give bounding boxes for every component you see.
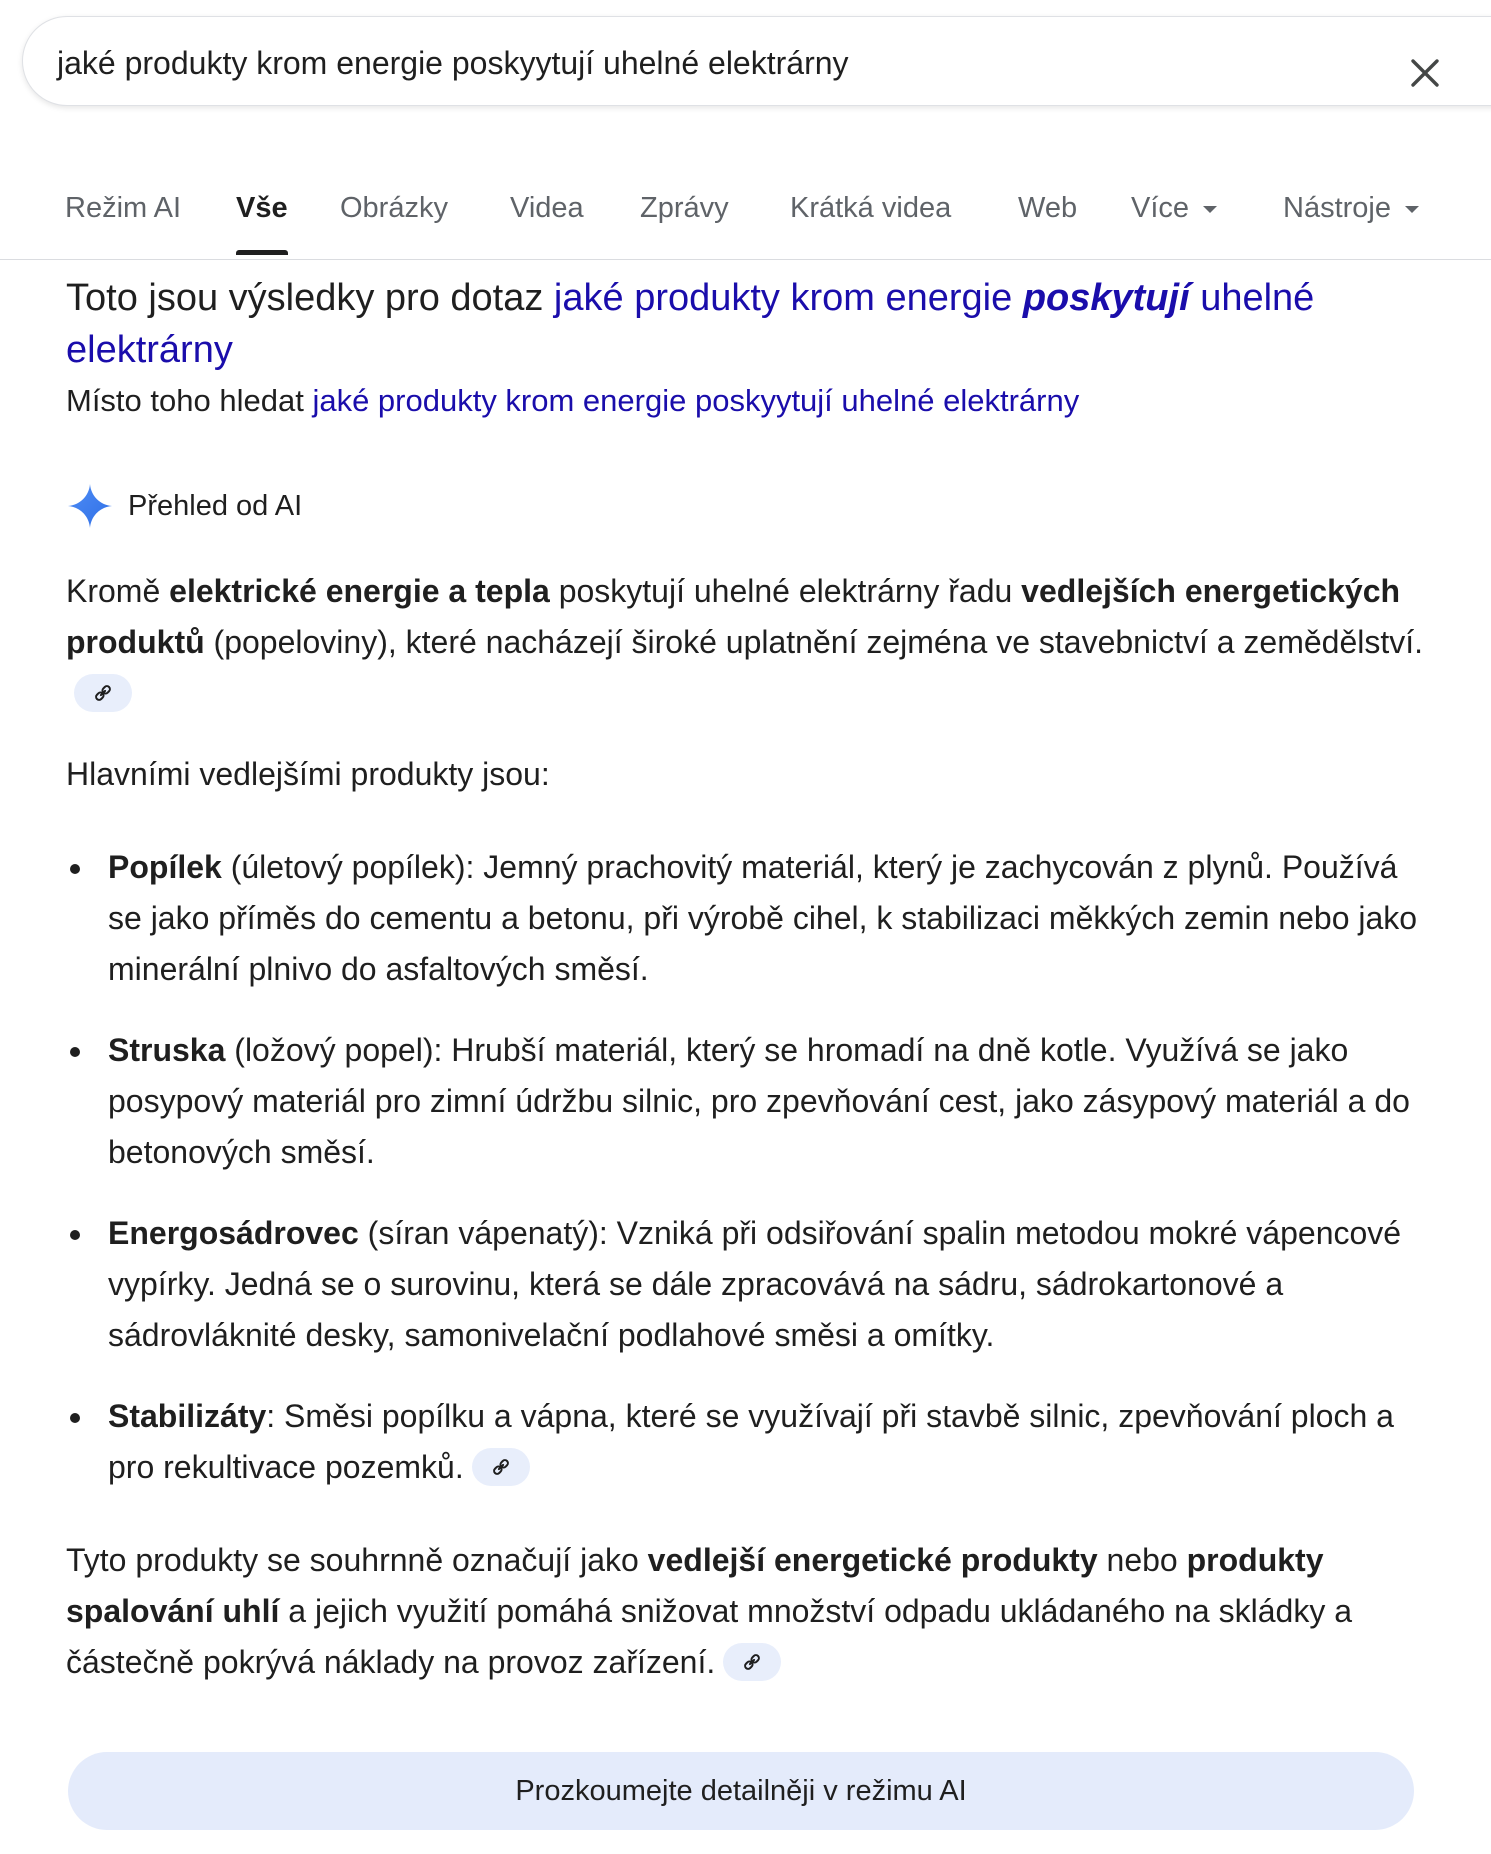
search-tabs: [0, 130, 1491, 260]
tab-images[interactable]: Obrázky: [340, 192, 448, 224]
ai-paragraph-list-intro: Hlavními vedlejšími produkty jsou:: [66, 756, 550, 792]
ai-overview-header: [66, 482, 302, 530]
tab-tools[interactable]: Nástroje: [1283, 192, 1419, 225]
tab-news[interactable]: Zprávy: [640, 192, 729, 224]
tab-all[interactable]: Vše: [236, 192, 288, 224]
citation-link-button[interactable]: [472, 1448, 530, 1486]
link-icon: [491, 1457, 511, 1477]
ai-paragraph-intro: Kromě elektrické energie a tepla poskytují uhelné elektrárny řadu vedlejších energetických produktů (popeloviny), které nacházejí široké uplatnění zejména ve stavebnictví a zemědělství.: [66, 566, 1436, 719]
close-icon: [1410, 58, 1440, 88]
original-query-link[interactable]: jaké produkty krom energie poskyytují uhelné elektrárny: [312, 383, 1080, 418]
ai-overview-body: [66, 566, 1436, 1688]
search-instead: Místo toho hledat jaké produkty krom energie poskyytují uhelné elektrárny: [66, 383, 1080, 418]
corrected-query-link[interactable]: jaké produkty krom energie poskytují uhelné elektrárny: [66, 277, 1315, 371]
chevron-down-icon: [1405, 206, 1419, 213]
citation-link-button[interactable]: [74, 674, 132, 712]
tab-web[interactable]: Web: [1018, 192, 1078, 224]
link-icon: [93, 683, 113, 703]
citation-link-button[interactable]: [723, 1643, 781, 1681]
tab-more[interactable]: Více: [1131, 192, 1217, 225]
list-item: Energosádrovec (síran vápenatý): Vzniká při odsiřování spalin metodou mokré vápencové vypírky. Jedná se o surovinu, která se dále zpracovává na sádru, sádrokartonové a sádrovláknité desky, samonivelační podlahové směsi a omítky.: [66, 1208, 1436, 1361]
ai-bullet-list: [66, 842, 1436, 1493]
list-item: Stabilizáty: Směsi popílku a vápna, které se využívají při stavbě silnic, zpevňování ploch a pro rekultivace pozemků.: [66, 1391, 1436, 1493]
link-icon: [742, 1652, 762, 1672]
tab-short-videos[interactable]: Krátká videa: [790, 192, 952, 224]
explore-ai-mode-button[interactable]: Prozkoumejte detailněji v režimu AI: [68, 1752, 1414, 1830]
ai-paragraph-summary: Tyto produkty se souhrnně označují jako vedlejší energetické produkty nebo produkty spalování uhlí a jejich využití pomáhá snižovat množství odpadu ukládaného na skládky a částečně pokrývá náklady na provoz zařízení.: [66, 1542, 1352, 1680]
tab-videos[interactable]: Videa: [510, 192, 584, 224]
ai-sparkle-icon: [66, 482, 114, 530]
clear-search-button[interactable]: [1400, 48, 1450, 98]
ai-overview-title: Přehled od AI: [128, 489, 303, 522]
list-item: Struska (ložový popel): Hrubší materiál, který se hromadí na dně kotle. Využívá se jako posypový materiál pro zimní údržbu silnic, pro zpevňování cest, jako zásypový materiál a do betonových směsí.: [66, 1025, 1436, 1178]
chevron-down-icon: [1203, 206, 1217, 213]
search-input[interactable]: jaké produkty krom energie poskyytují uhelné elektrárny: [57, 45, 849, 81]
list-item: Popílek (úletový popílek): Jemný prachovitý materiál, který je zachycován z plynů. Používá se jako příměs do cementu a betonu, při výrobě cihel, k stabilizaci měkkých zemin nebo jako minerální plnivo do asfaltových směsí.: [66, 842, 1436, 995]
search-bar[interactable]: [22, 16, 1491, 106]
tab-ai-mode[interactable]: Režim AI: [65, 192, 182, 224]
showing-results-for: Toto jsou výsledky pro dotaz jaké produkty krom energie poskytují uhelné elektrárny: [66, 277, 1315, 371]
